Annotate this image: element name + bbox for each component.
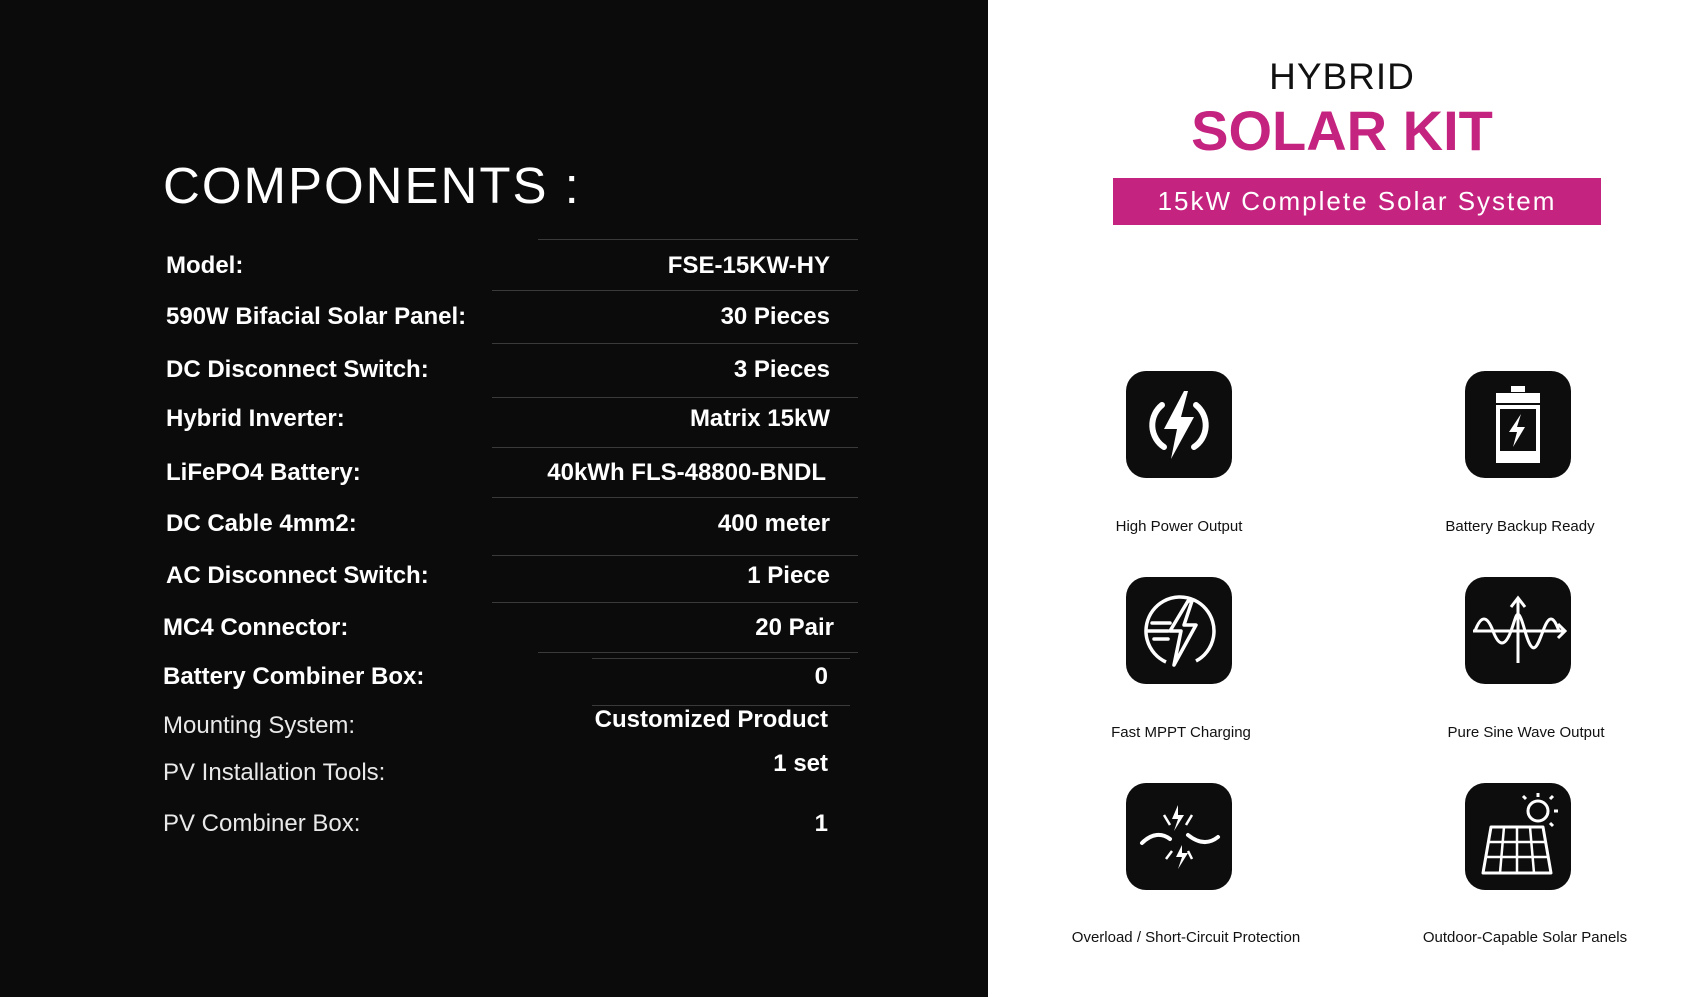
row-separator [492,602,858,603]
component-label: DC Cable 4mm2: [166,510,357,537]
feature-label-solar-panels: Outdoor-Capable Solar Panels [1422,929,1628,946]
component-label: PV Combiner Box: [163,810,361,837]
component-row-solar-panel [0,302,988,332]
feature-label-mppt: Fast MPPT Charging [1111,724,1251,741]
component-row-dc-disconnect [0,355,988,385]
component-value: 30 Pieces [720,303,830,330]
component-label: Battery Combiner Box: [163,663,425,690]
component-row-mc4 [0,613,988,643]
row-separator [492,555,858,556]
component-value: 1 set [773,750,828,777]
component-label: Mounting System: [163,712,356,739]
component-value: 1 [814,810,828,837]
component-label: Hybrid Inverter: [166,405,345,432]
component-value: Customized Product [594,706,828,733]
feature-label-battery-backup: Battery Backup Ready [1445,518,1595,535]
component-row-tools [0,750,988,786]
feature-label-high-power: High Power Output [1115,518,1243,535]
component-label: 590W Bifacial Solar Panel: [166,303,467,330]
hybrid-heading: HYBRID [1269,56,1415,97]
row-separator [492,290,858,291]
solar-panel-sun-icon [1465,783,1571,890]
row-separator [538,239,858,240]
fast-charge-icon [1126,577,1232,684]
component-label: MC4 Connector: [163,614,349,641]
row-separator [592,658,850,659]
component-row-mounting [0,708,988,738]
component-row-dc-cable [0,509,988,539]
component-label: LiFePO4 Battery: [166,459,361,486]
row-separator [538,652,858,653]
component-row-battery-combiner [0,662,988,692]
component-value: 0 [814,663,828,690]
power-bolt-icon [1126,371,1232,478]
component-value: 40kWh FLS-48800-BNDL [547,459,826,486]
row-separator [492,497,858,498]
component-row-pv-combiner [0,809,988,839]
component-label: AC Disconnect Switch: [166,562,429,589]
system-banner: 15kW Complete Solar System [1113,178,1601,225]
component-value: 400 meter [717,510,830,537]
component-row-model [0,251,988,281]
row-separator [492,447,858,448]
component-value: FSE-15KW-HY [667,252,830,279]
component-row-ac-disconnect [0,561,988,591]
component-value: Matrix 15kW [689,405,830,432]
component-label: DC Disconnect Switch: [166,356,429,383]
sine-wave-icon [1465,577,1571,684]
component-value: 1 Piece [747,562,830,589]
solar-kit-heading: SOLAR KIT [1191,99,1493,162]
feature-label-sine-wave: Pure Sine Wave Output [1447,724,1605,741]
feature-label-protection: Overload / Short-Circuit Protection [1071,929,1301,946]
component-label: Model: [166,252,244,279]
component-value: 3 Pieces [733,356,830,383]
component-value: 20 Pair [755,614,834,641]
component-row-inverter [0,404,988,434]
components-title: COMPONENTS : [163,157,581,214]
cable-spark-icon [1126,783,1232,890]
battery-icon [1465,371,1571,478]
row-separator [492,397,858,398]
component-row-battery [0,458,988,488]
component-label: PV Installation Tools: [163,759,386,786]
row-separator [492,343,858,344]
